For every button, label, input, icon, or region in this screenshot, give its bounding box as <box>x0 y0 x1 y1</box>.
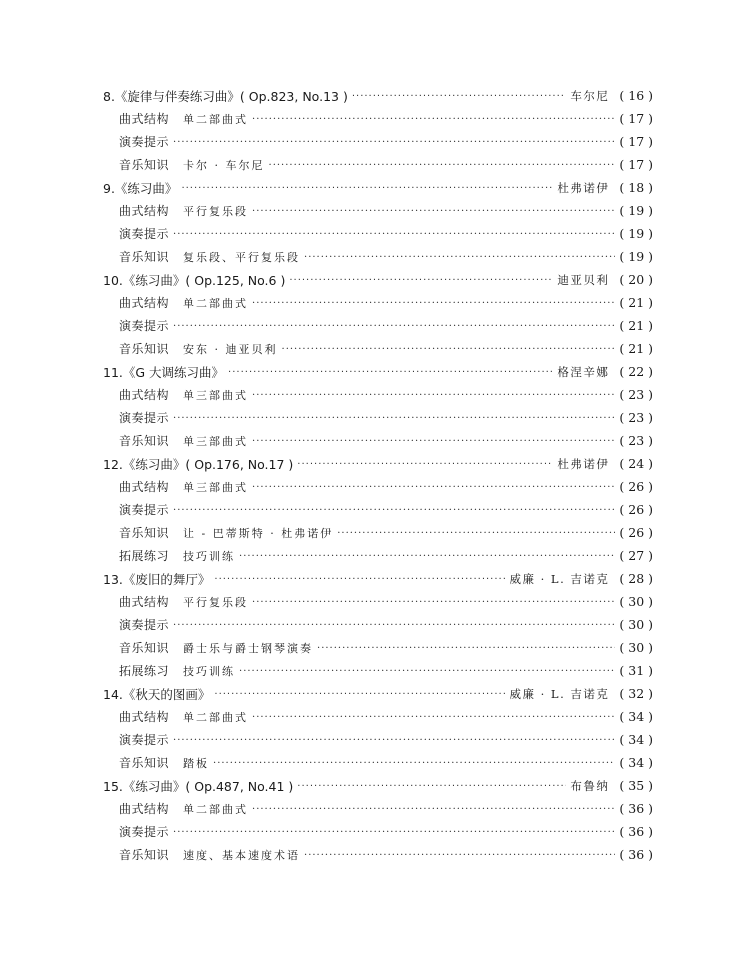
page-number: ( 36 ) <box>619 801 653 816</box>
subentry-detail: 速度、基本速度术语 <box>183 848 301 862</box>
toc-entry[interactable] <box>103 360 653 383</box>
subentry-label: 演奏提示 <box>119 319 170 333</box>
dot-leader <box>252 713 615 723</box>
dot-leader <box>352 92 567 102</box>
subentry-label: 拓展练习 <box>119 549 170 563</box>
toc-entry[interactable] <box>103 567 653 590</box>
entry-composer: 杜弗诺伊 <box>557 180 610 195</box>
subentry-label: 演奏提示 <box>119 733 170 747</box>
dot-leader <box>173 621 615 631</box>
toc-subentry[interactable] <box>103 705 653 728</box>
subentry-label: 演奏提示 <box>119 825 170 839</box>
page-number: ( 17 ) <box>619 157 653 172</box>
toc-subentry[interactable] <box>103 521 653 544</box>
subentry-label: 曲式结构 <box>119 388 170 402</box>
toc-subentry[interactable] <box>103 843 653 866</box>
subentry-detail: 爵士乐与爵士钢琴演奏 <box>183 641 314 655</box>
entry-title: 10.《练习曲》( Op.125, No.6 ) <box>103 272 286 288</box>
subentry-detail: 技巧训练 <box>183 549 236 563</box>
entry-composer: 车尔尼 <box>570 88 610 103</box>
page-number: ( 30 ) <box>619 594 653 609</box>
dot-leader <box>289 276 553 286</box>
subentry-detail: 踏板 <box>183 756 210 770</box>
entry-composer: 威廉 · L. 吉诺克 <box>509 686 610 701</box>
entry-title: 13.《废旧的舞厅》 <box>103 571 211 587</box>
page-number: ( 23 ) <box>619 387 653 402</box>
dot-leader <box>173 414 615 424</box>
subentry-detail: 单二部曲式 <box>183 112 249 126</box>
dot-leader <box>252 207 615 217</box>
toc-entry[interactable] <box>103 268 653 291</box>
entry-title: 12.《练习曲》( Op.176, No.17 ) <box>103 456 294 472</box>
dot-leader <box>337 529 615 539</box>
page-number: ( 19 ) <box>619 203 653 218</box>
page-number: ( 36 ) <box>619 847 653 862</box>
page-number: ( 16 ) <box>619 88 653 103</box>
subentry-detail: 单二部曲式 <box>183 296 249 310</box>
toc-subentry[interactable] <box>103 636 653 659</box>
page-number: ( 26 ) <box>619 479 653 494</box>
page-number: ( 28 ) <box>619 571 653 586</box>
page-number: ( 23 ) <box>619 410 653 425</box>
subentry-label: 音乐知识 <box>119 756 170 770</box>
toc-subentry[interactable] <box>103 498 653 521</box>
page-number: ( 21 ) <box>619 341 653 356</box>
dot-leader <box>173 828 615 838</box>
subentry-label: 演奏提示 <box>119 618 170 632</box>
entry-composer: 迪亚贝利 <box>557 272 610 287</box>
page-number: ( 19 ) <box>619 226 653 241</box>
subentry-detail: 单二部曲式 <box>183 802 249 816</box>
subentry-detail: 单二部曲式 <box>183 710 249 724</box>
dot-leader <box>181 184 553 194</box>
entry-composer: 布鲁纳 <box>570 778 610 793</box>
subentry-label: 音乐知识 <box>119 250 170 264</box>
page-number: ( 34 ) <box>619 732 653 747</box>
page-number: ( 27 ) <box>619 548 653 563</box>
page-number: ( 26 ) <box>619 502 653 517</box>
subentry-label: 演奏提示 <box>119 227 170 241</box>
dot-leader <box>173 230 615 240</box>
subentry-detail: 技巧训练 <box>183 664 236 678</box>
page-number: ( 23 ) <box>619 433 653 448</box>
entry-composer: 威廉 · L. 吉诺克 <box>509 571 610 586</box>
dot-leader <box>214 575 505 585</box>
subentry-label: 音乐知识 <box>119 526 170 540</box>
subentry-detail: 单三部曲式 <box>183 480 249 494</box>
toc-subentry[interactable] <box>103 222 653 245</box>
toc-subentry[interactable] <box>103 130 653 153</box>
dot-leader <box>297 782 566 792</box>
subentry-label: 演奏提示 <box>119 503 170 517</box>
page-number: ( 32 ) <box>619 686 653 701</box>
dot-leader <box>252 437 615 447</box>
subentry-detail: 平行复乐段 <box>183 204 249 218</box>
subentry-detail: 卡尔 · 车尔尼 <box>183 158 265 172</box>
toc-subentry[interactable] <box>103 337 653 360</box>
page-number: ( 31 ) <box>619 663 653 678</box>
toc-entry[interactable] <box>103 176 653 199</box>
toc-entry[interactable] <box>103 84 653 107</box>
toc-subentry[interactable] <box>103 107 653 130</box>
toc-subentry[interactable] <box>103 475 653 498</box>
page-number: ( 21 ) <box>619 318 653 333</box>
subentry-label: 曲式结构 <box>119 595 170 609</box>
dot-leader <box>269 161 616 171</box>
page-number: ( 34 ) <box>619 709 653 724</box>
toc-subentry[interactable] <box>103 590 653 613</box>
page-number: ( 35 ) <box>619 778 653 793</box>
page-number: ( 30 ) <box>619 640 653 655</box>
subentry-label: 音乐知识 <box>119 158 170 172</box>
subentry-detail: 单三部曲式 <box>183 388 249 402</box>
toc-subentry[interactable] <box>103 291 653 314</box>
subentry-label: 音乐知识 <box>119 848 170 862</box>
entry-composer: 杜弗诺伊 <box>557 456 610 471</box>
page-number: ( 20 ) <box>619 272 653 287</box>
dot-leader <box>214 690 505 700</box>
toc-subentry[interactable] <box>103 544 653 567</box>
entry-title: 9.《练习曲》 <box>103 180 178 196</box>
toc-subentry[interactable] <box>103 245 653 268</box>
entry-title: 11.《G 大调练习曲》 <box>103 364 225 380</box>
entry-composer: 格涅辛娜 <box>557 364 610 379</box>
toc-subentry[interactable] <box>103 199 653 222</box>
subentry-label: 音乐知识 <box>119 641 170 655</box>
dot-leader <box>297 460 553 470</box>
dot-leader <box>304 851 615 861</box>
subentry-label: 音乐知识 <box>119 434 170 448</box>
toc-entry[interactable] <box>103 682 653 705</box>
dot-leader <box>252 805 615 815</box>
subentry-detail: 平行复乐段 <box>183 595 249 609</box>
dot-leader <box>228 368 553 378</box>
dot-leader <box>173 506 615 516</box>
subentry-detail: 单三部曲式 <box>183 434 249 448</box>
toc-subentry[interactable] <box>103 613 653 636</box>
subentry-label: 演奏提示 <box>119 135 170 149</box>
dot-leader <box>173 736 615 746</box>
subentry-label: 曲式结构 <box>119 802 170 816</box>
table-of-contents <box>103 84 653 866</box>
dot-leader <box>252 598 615 608</box>
subentry-label: 曲式结构 <box>119 112 170 126</box>
subentry-label: 拓展练习 <box>119 664 170 678</box>
page-number: ( 17 ) <box>619 134 653 149</box>
toc-subentry[interactable] <box>103 659 653 682</box>
page-number: ( 22 ) <box>619 364 653 379</box>
subentry-label: 曲式结构 <box>119 204 170 218</box>
toc-entry[interactable] <box>103 452 653 475</box>
dot-leader <box>252 483 615 493</box>
subentry-detail: 让 - 巴蒂斯特 · 杜弗诺伊 <box>183 526 334 540</box>
dot-leader <box>239 667 615 677</box>
toc-subentry[interactable] <box>103 797 653 820</box>
subentry-label: 曲式结构 <box>119 296 170 310</box>
subentry-detail: 复乐段、平行复乐段 <box>183 250 301 264</box>
toc-subentry[interactable] <box>103 429 653 452</box>
subentry-label: 演奏提示 <box>119 411 170 425</box>
page-number: ( 18 ) <box>619 180 653 195</box>
page-number: ( 36 ) <box>619 824 653 839</box>
dot-leader <box>304 253 615 263</box>
dot-leader <box>282 345 616 355</box>
dot-leader <box>252 299 615 309</box>
toc-subentry[interactable] <box>103 820 653 843</box>
toc-subentry[interactable] <box>103 153 653 176</box>
subentry-detail: 安东 · 迪亚贝利 <box>183 342 278 356</box>
entry-title: 8.《旋律与伴奏练习曲》( Op.823, No.13 ) <box>103 88 348 104</box>
subentry-label: 曲式结构 <box>119 480 170 494</box>
page-number: ( 24 ) <box>619 456 653 471</box>
toc-subentry[interactable] <box>103 751 653 774</box>
toc-subentry[interactable] <box>103 728 653 751</box>
toc-subentry[interactable] <box>103 383 653 406</box>
dot-leader <box>317 644 615 654</box>
page-number: ( 17 ) <box>619 111 653 126</box>
entry-title: 14.《秋天的图画》 <box>103 686 211 702</box>
dot-leader <box>173 138 615 148</box>
page-number: ( 26 ) <box>619 525 653 540</box>
dot-leader <box>173 322 615 332</box>
subentry-label: 音乐知识 <box>119 342 170 356</box>
dot-leader <box>252 391 615 401</box>
page-number: ( 34 ) <box>619 755 653 770</box>
toc-subentry[interactable] <box>103 314 653 337</box>
dot-leader <box>239 552 615 562</box>
toc-subentry[interactable] <box>103 406 653 429</box>
page-number: ( 30 ) <box>619 617 653 632</box>
page-number: ( 19 ) <box>619 249 653 264</box>
subentry-label: 曲式结构 <box>119 710 170 724</box>
entry-title: 15.《练习曲》( Op.487, No.41 ) <box>103 778 294 794</box>
toc-entry[interactable] <box>103 774 653 797</box>
dot-leader <box>252 115 615 125</box>
dot-leader <box>213 759 615 769</box>
page-number: ( 21 ) <box>619 295 653 310</box>
